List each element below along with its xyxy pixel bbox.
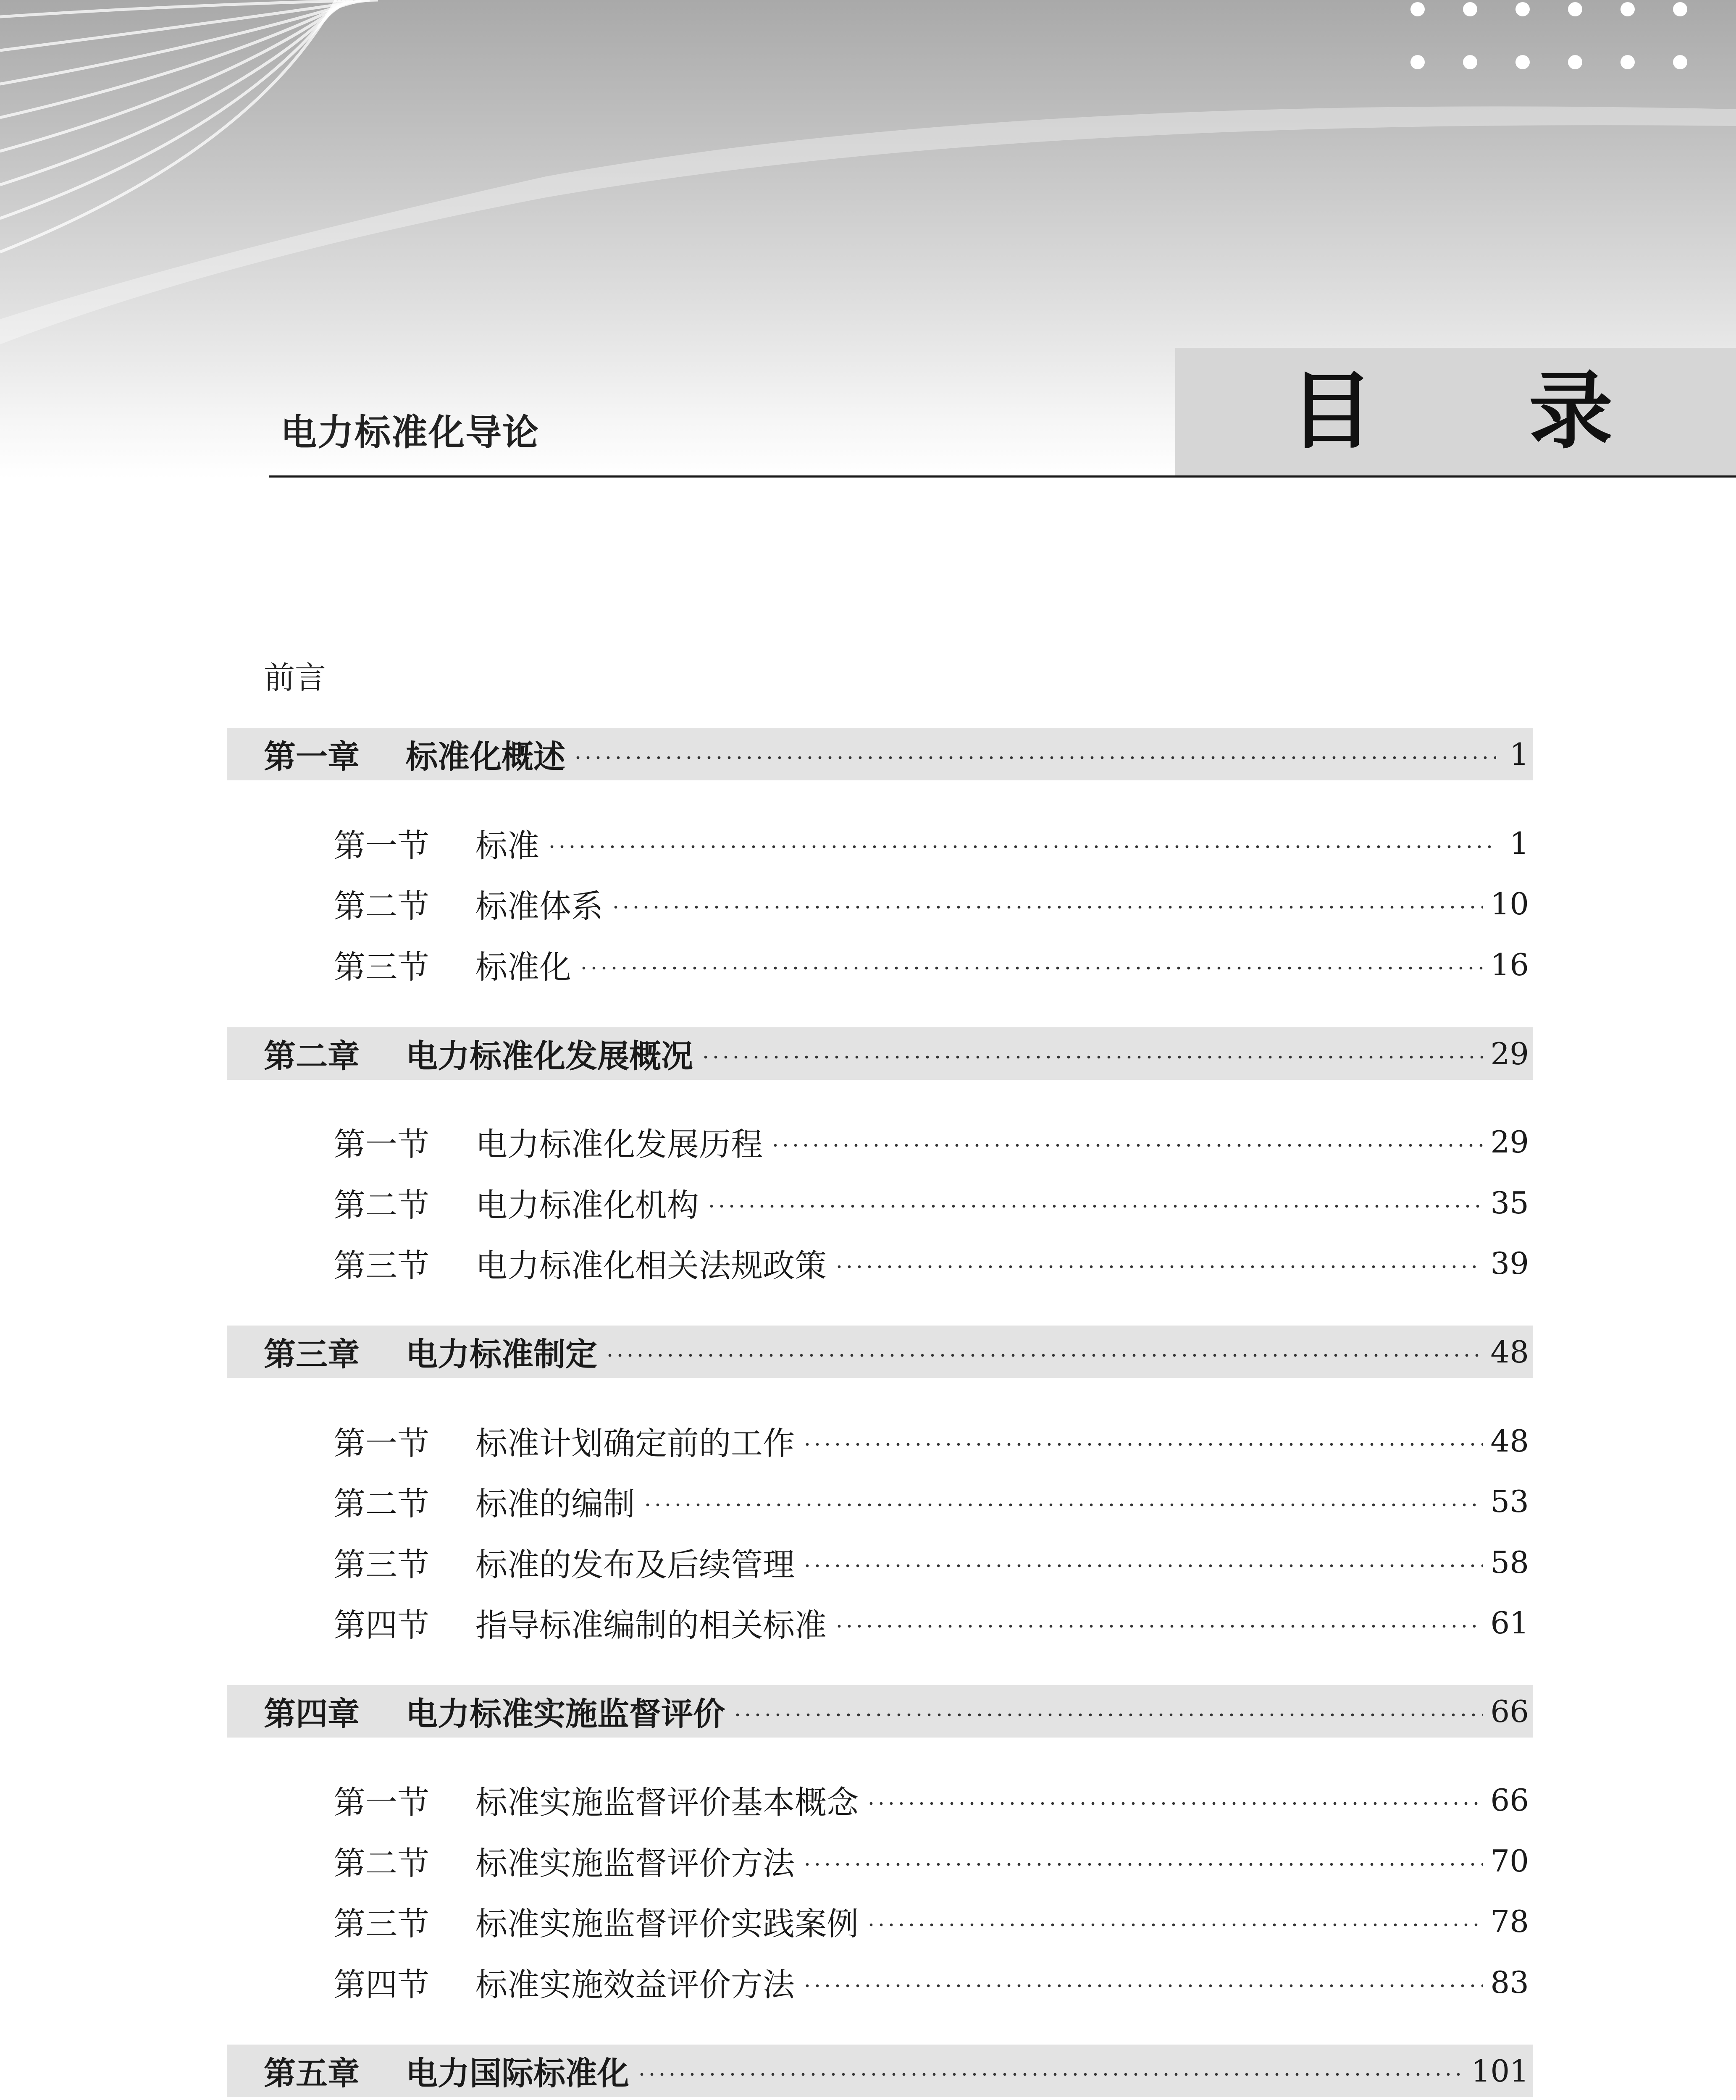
chapter-number: 第四章 xyxy=(264,1695,360,1732)
page-number: 66 xyxy=(1490,1693,1529,1729)
section-number: 第三节 xyxy=(334,1546,429,1583)
dot-leader xyxy=(866,1802,1483,1805)
toc-title: 目 录 xyxy=(1290,362,1676,460)
page-number: 48 xyxy=(1490,1423,1529,1459)
dot-leader xyxy=(611,906,1483,909)
page-number: 78 xyxy=(1490,1903,1529,1939)
toc-section-3-1[interactable] xyxy=(227,1415,1533,1467)
section-title: 电力标准化发展历程 xyxy=(475,1126,763,1163)
chapter-title: 电力标准制定 xyxy=(406,1336,597,1373)
section-number: 第三节 xyxy=(334,948,429,986)
page-number: 29 xyxy=(1490,1124,1529,1160)
page-number: 1 xyxy=(1510,825,1529,861)
toc-section-1-2[interactable] xyxy=(227,877,1533,930)
toc-chapter-1[interactable] xyxy=(227,728,1533,780)
section-title: 指导标准编制的相关标准 xyxy=(475,1606,827,1644)
page-number: 39 xyxy=(1490,1245,1529,1281)
section-number: 第一节 xyxy=(334,1126,429,1163)
section-number: 第四节 xyxy=(334,1606,429,1644)
chapter-title: 电力标准实施监督评价 xyxy=(406,1695,725,1732)
page-number: 61 xyxy=(1490,1605,1529,1641)
page-number: 48 xyxy=(1490,1334,1529,1370)
section-number: 第二节 xyxy=(334,1186,429,1224)
section-title: 标准体系 xyxy=(475,887,603,925)
dot-leader xyxy=(733,1713,1483,1717)
toc-section-3-3[interactable] xyxy=(227,1536,1533,1588)
section-title: 标准 xyxy=(475,827,539,864)
chapter-number: 第三章 xyxy=(264,1336,360,1373)
dot-leader xyxy=(866,1923,1483,1927)
section-number: 第一节 xyxy=(334,1784,429,1821)
page-number: 29 xyxy=(1490,1036,1529,1071)
page-number: 1 xyxy=(1510,736,1529,772)
page-number: 35 xyxy=(1490,1185,1529,1221)
toc-section-2-2[interactable] xyxy=(227,1176,1533,1229)
toc-section-3-4[interactable] xyxy=(227,1596,1533,1649)
toc-section-2-3[interactable] xyxy=(227,1237,1533,1289)
dot-leader xyxy=(605,1354,1483,1357)
dot-leader xyxy=(547,845,1496,848)
chapter-number: 第五章 xyxy=(264,2055,360,2092)
dot-leader xyxy=(706,1205,1483,1208)
page-number: 10 xyxy=(1490,886,1529,921)
chapter-number: 第二章 xyxy=(264,1037,360,1075)
section-number: 第二节 xyxy=(334,1845,429,1882)
toc-chapter-3[interactable] xyxy=(227,1326,1533,1378)
toc-section-2-1[interactable] xyxy=(227,1116,1533,1168)
section-title: 标准实施效益评价方法 xyxy=(475,1966,795,2003)
chapter-number: 第一章 xyxy=(264,738,360,775)
section-title: 标准的发布及后续管理 xyxy=(475,1546,795,1583)
section-number: 第一节 xyxy=(334,1425,429,1462)
toc-section-4-4[interactable] xyxy=(227,1956,1533,2008)
toc-section-4-3[interactable] xyxy=(227,1895,1533,1948)
section-title: 电力标准化相关法规政策 xyxy=(475,1247,827,1284)
section-title: 电力标准化机构 xyxy=(475,1186,699,1224)
section-number: 第四节 xyxy=(334,1966,429,2003)
toc-chapter-5[interactable] xyxy=(227,2045,1533,2097)
dot-leader xyxy=(573,756,1496,759)
section-title: 标准实施监督评价方法 xyxy=(475,1845,795,1882)
toc-chapter-2[interactable] xyxy=(227,1027,1533,1080)
toc-section-4-2[interactable] xyxy=(227,1835,1533,1887)
dot-leader xyxy=(834,1625,1483,1628)
dot-leader xyxy=(802,1984,1483,1987)
page-number: 70 xyxy=(1490,1843,1529,1879)
section-number: 第一节 xyxy=(334,827,429,864)
page-number: 53 xyxy=(1490,1483,1529,1519)
toc-section-1-3[interactable] xyxy=(227,938,1533,991)
dot-leader xyxy=(643,1503,1483,1507)
dot-leader xyxy=(834,1265,1483,1268)
toc-section-1-1[interactable] xyxy=(227,817,1533,869)
page-number: 16 xyxy=(1490,947,1529,982)
toc-section-4-1[interactable] xyxy=(227,1774,1533,1826)
chapter-title: 电力标准化发展概况 xyxy=(406,1037,693,1075)
section-number: 第二节 xyxy=(334,1485,429,1522)
page-number: 58 xyxy=(1490,1544,1529,1580)
toc-section-3-2[interactable] xyxy=(227,1475,1533,1528)
dot-leader xyxy=(770,1144,1483,1147)
dot-leader xyxy=(579,966,1483,970)
dot-leader xyxy=(802,1863,1483,1866)
page-number: 83 xyxy=(1490,1964,1529,2000)
section-title: 标准实施监督评价实践案例 xyxy=(475,1905,859,1942)
section-number: 第三节 xyxy=(334,1247,429,1284)
toc-chapter-4[interactable] xyxy=(227,1685,1533,1738)
section-title: 标准的编制 xyxy=(475,1485,635,1522)
book-title: 电力标准化导论 xyxy=(281,411,539,454)
chapter-title: 标准化概述 xyxy=(406,738,565,775)
section-number: 第三节 xyxy=(334,1905,429,1942)
toc-preface[interactable]: 前言 xyxy=(264,660,326,696)
section-title: 标准实施监督评价基本概念 xyxy=(475,1784,859,1821)
section-title: 标准化 xyxy=(475,948,571,986)
section-title: 标准计划确定前的工作 xyxy=(475,1425,795,1462)
page-number: 66 xyxy=(1490,1782,1529,1818)
dot-leader xyxy=(637,2073,1464,2076)
page-number: 101 xyxy=(1471,2053,1529,2089)
header-rule xyxy=(269,475,1736,478)
chapter-title: 电力国际标准化 xyxy=(406,2055,629,2092)
dot-leader xyxy=(802,1443,1483,1446)
dot-leader xyxy=(701,1055,1483,1059)
dot-leader xyxy=(802,1564,1483,1567)
section-number: 第二节 xyxy=(334,887,429,925)
